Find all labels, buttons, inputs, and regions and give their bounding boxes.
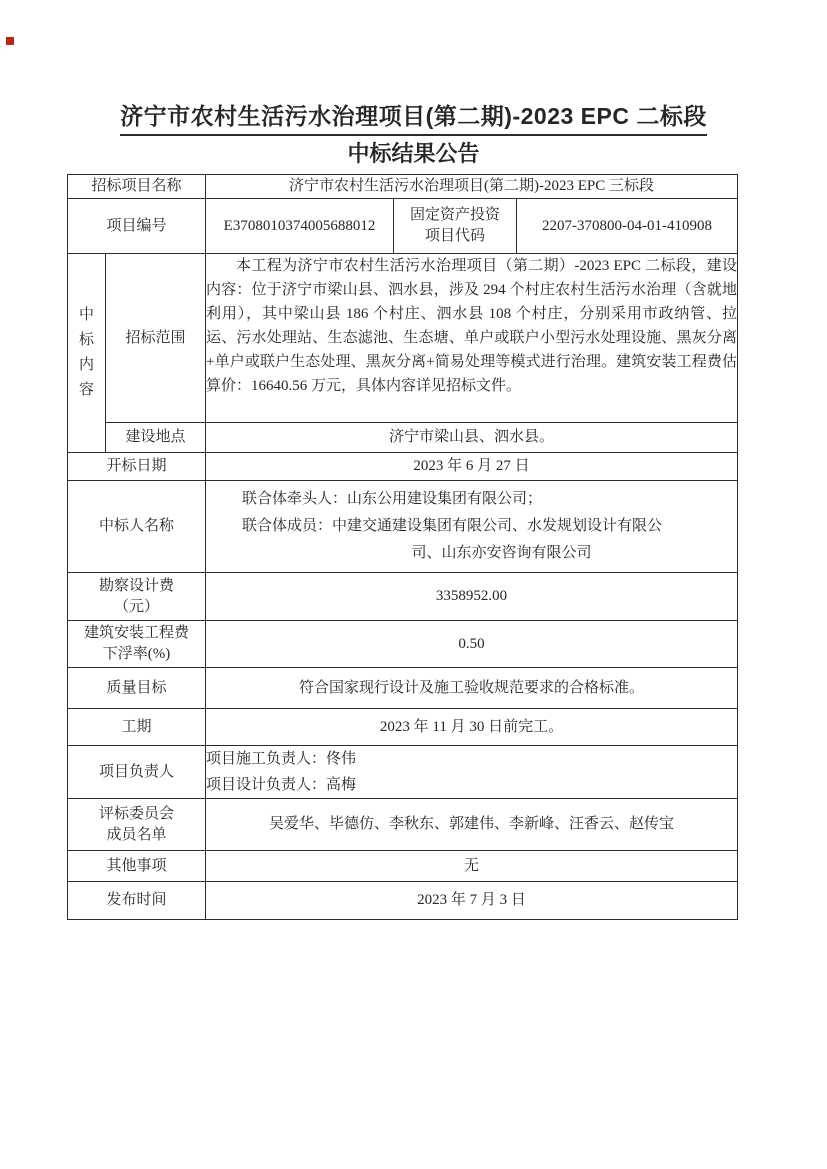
label-award-content-text: 中标内容 — [78, 307, 94, 398]
label-bid-scope: 招标范围 — [106, 254, 206, 423]
row-project-name — [68, 175, 738, 199]
label-survey-design-fee — [68, 573, 206, 621]
value-committee: 吴爱华、毕德仿、李秋东、郭建伟、李新峰、汪香云、赵传宝 — [206, 799, 738, 851]
label-discount-rate-line1: 建筑安装工程费 — [84, 625, 190, 641]
winner-members-wrap-line: 司、山东亦安咨询有限公司 — [411, 545, 592, 561]
label-committee-line1: 评标委员会 — [99, 805, 175, 822]
label-construction-site: 建设地点 — [106, 423, 206, 453]
row-quality-goal — [68, 668, 738, 709]
row-duration — [68, 709, 738, 746]
bid-scope-paragraph: 本工程为济宁市农村生活污水治理项目（第二期）-2023 EPC 二标段，建设内容：位于济宁市梁山县、泗水县，涉及 294 个村庄农村生活污水治理（含就地利用），其中梁山县 186 个村庄、泗水县 108 个村庄，分别采用市政纳管、拉运、污水处理站、生态滤池、生态塘、单户或联户小型污水处理设施、黑灰分离+单户或联户生态处理、黑灰分离+简易处理等模式进行治理。建筑安装工程费估算价：16640.56 万元，具体内容详见招标文件。 — [206, 258, 738, 394]
row-managers — [68, 746, 738, 799]
label-project-name: 招标项目名称 — [68, 175, 206, 199]
row-project-number — [68, 199, 738, 254]
row-survey-design-fee — [68, 573, 738, 621]
label-bid-opening-date: 开标日期 — [68, 453, 206, 481]
label-award-content — [68, 254, 106, 453]
label-project-number: 项目编号 — [68, 199, 206, 254]
value-project-name: 济宁市农村生活污水治理项目(第二期)-2023 EPC 三标段 — [206, 175, 738, 199]
label-survey-design-fee-line2: （元） — [114, 598, 160, 615]
label-discount-rate — [68, 621, 206, 668]
row-winner — [68, 481, 738, 573]
label-other: 其他事项 — [68, 851, 206, 882]
label-publish-date: 发布时间 — [68, 882, 206, 920]
label-discount-rate-line2: 下浮率(%) — [102, 646, 171, 662]
title-block — [0, 0, 827, 167]
manager-construction-line: 项目施工负责人：佟伟 — [206, 751, 357, 767]
manager-design-line: 项目设计负责人：高梅 — [206, 777, 357, 793]
label-committee — [68, 799, 206, 851]
value-investment-code: 2207-370800-04-01-410908 — [517, 199, 738, 254]
label-investment-code — [394, 199, 517, 254]
value-winner — [206, 481, 738, 573]
value-survey-design-fee: 3358952.00 — [206, 573, 738, 621]
label-managers: 项目负责人 — [68, 746, 206, 799]
row-other — [68, 851, 738, 882]
label-investment-code-line1: 固定资产投资 — [410, 207, 501, 223]
label-investment-code-line2: 项目代码 — [425, 228, 486, 244]
value-bid-scope — [206, 254, 738, 423]
value-publish-date: 2023 年 7 月 3 日 — [206, 882, 738, 920]
row-committee — [68, 799, 738, 851]
row-bid-opening-date — [68, 453, 738, 481]
value-duration: 2023 年 11 月 30 日前完工。 — [206, 709, 738, 746]
page-title: 济宁市农村生活污水治理项目(第二期)-2023 EPC 二标段 — [120, 101, 707, 136]
row-discount-rate — [68, 621, 738, 668]
page-subtitle: 中标结果公告 — [347, 141, 480, 166]
label-survey-design-fee-line1: 勘察设计费 — [99, 577, 175, 594]
row-publish-date — [68, 882, 738, 920]
label-winner: 中标人名称 — [68, 481, 206, 573]
value-bid-opening-date: 2023 年 6 月 27 日 — [206, 453, 738, 481]
value-quality-goal: 符合国家现行设计及施工验收规范要求的合格标准。 — [206, 668, 738, 709]
winner-leader-line: 联合体牵头人：山东公用建设集团有限公司； — [242, 491, 543, 507]
label-duration: 工期 — [68, 709, 206, 746]
winner-members-line: 联合体成员：中建交通建设集团有限公司、水发规划设计有限公 — [242, 518, 663, 534]
label-quality-goal: 质量目标 — [68, 668, 206, 709]
label-committee-line2: 成员名单 — [106, 826, 167, 843]
red-corner-mark — [6, 37, 14, 45]
value-construction-site: 济宁市梁山县、泗水县。 — [206, 423, 738, 453]
row-construction-site — [68, 423, 738, 453]
value-managers — [206, 746, 738, 799]
row-bid-scope — [68, 254, 738, 423]
value-discount-rate: 0.50 — [206, 621, 738, 668]
value-other: 无 — [206, 851, 738, 882]
announcement-table — [67, 174, 738, 920]
value-project-number: E3708010374005688012 — [206, 199, 394, 254]
